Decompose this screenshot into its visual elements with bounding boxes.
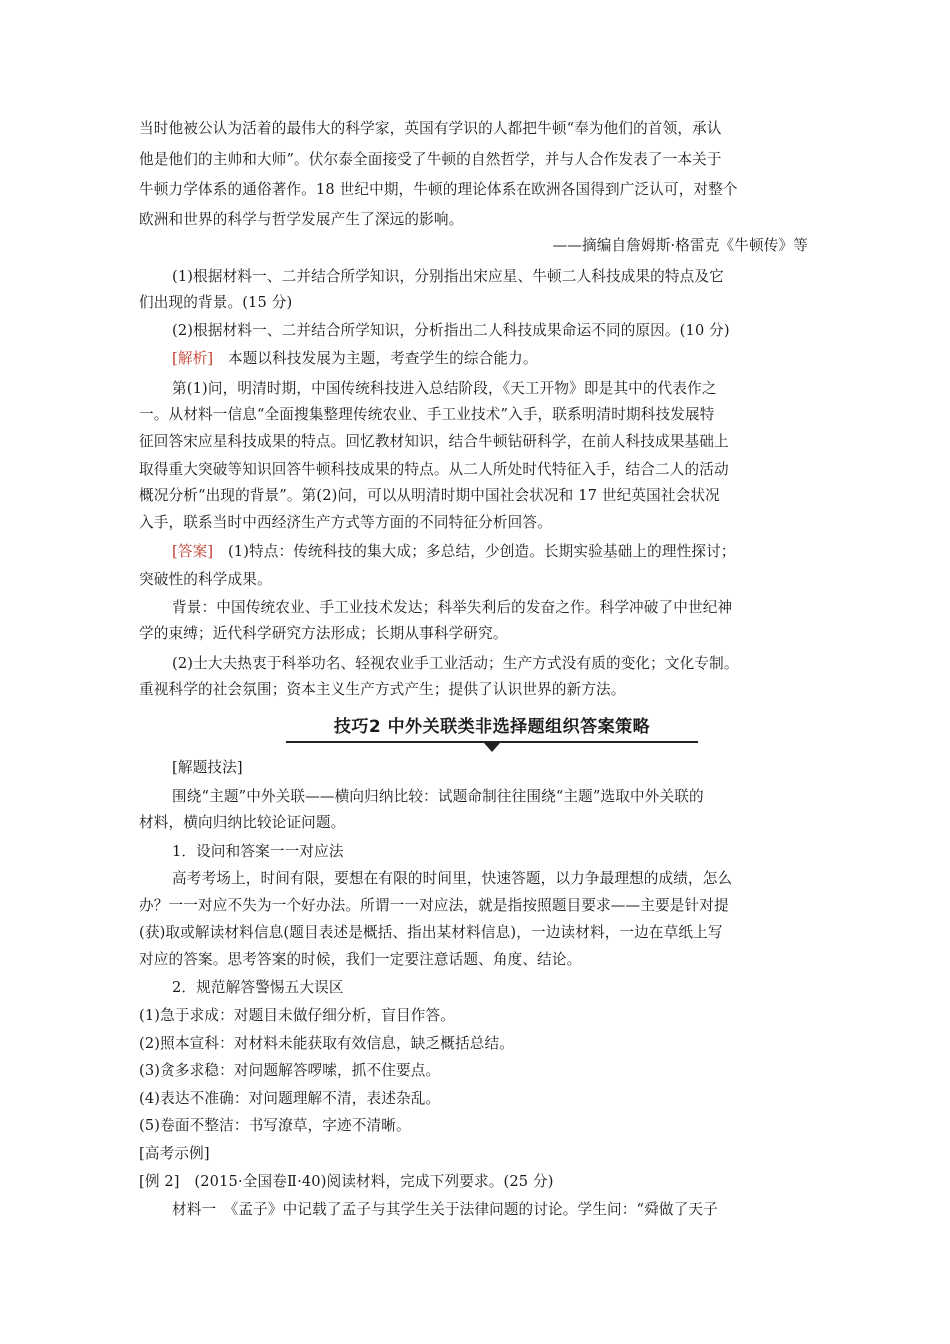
analysis-line: 概况分析“出现的背景”。第(2)问，可以从明清时期中国社会状况和 17 世纪英国社会状况 — [139, 487, 720, 504]
list-item: (1)急于求成：对题目未做仔细分析，盲目作答。 — [139, 1007, 455, 1024]
passage-line: 欧洲和世界的科学与哲学发展产生了深远的影响。 — [139, 211, 464, 228]
numbered-heading: 1．设问和答案一一对应法 — [172, 843, 344, 860]
passage-line: 他是他们的主帅和大师”。伏尔泰全面接受了牛顿的自然哲学，并与人合作发表了一本关于 — [139, 151, 722, 168]
subsection-label: [解题技法] — [172, 759, 243, 776]
answer-tag: [答案] — [172, 543, 214, 560]
analysis-line: 入手，联系当时中西经济生产方式等方面的不同特征分析回答。 — [139, 514, 552, 531]
heading-arrow-icon — [484, 743, 500, 752]
section-heading — [286, 715, 698, 751]
answer-line: 学的束缚；近代科学研究方法形成；长期从事科学研究。 — [139, 625, 508, 642]
body-line: 办？一一对应不失为一个好办法。所谓一一对应法，就是指按照题目要求——主要是针对提 — [139, 897, 729, 914]
answer-line: 背景：中国传统农业、手工业技术发达；科举失利后的发奋之作。科学冲破了中世纪神 — [172, 599, 733, 616]
analysis-line: 第(1)问，明清时期，中国传统科技进入总结阶段，《天工开物》即是其中的代表作之 — [172, 380, 717, 397]
list-item: (2)照本宣科：对材料未能获取有效信息，缺乏概括总结。 — [139, 1035, 514, 1052]
list-item: (3)贪多求稳：对问题解答啰嗦，抓不住要点。 — [139, 1062, 441, 1079]
analysis-line: 取得重大突破等知识回答牛顿科技成果的特点。从二人所处时代特征入手，结合二人的活动 — [139, 461, 729, 478]
answer-line: (2)士大夫热衷于科举功名、轻视农业手工业活动；生产方式没有质的变化；文化专制。 — [172, 655, 739, 672]
question-2-line: (2)根据材料一、二并结合所学知识，分析指出二人科技成果命运不同的原因。(10 分) — [172, 322, 730, 339]
subsection-label: [高考示例] — [139, 1145, 210, 1162]
list-item: (4)表达不准确：对问题理解不清，表述杂乱。 — [139, 1090, 441, 1107]
passage-line: 牛顿力学体系的通俗著作。18 世纪中期，牛顿的理论体系在欧洲各国得到广泛认可，对整个 — [139, 181, 738, 198]
question-1-line: (1)根据材料一、二并结合所学知识，分别指出宋应星、牛顿二人科技成果的特点及它 — [172, 268, 724, 285]
analysis-line — [172, 349, 538, 369]
body-line: 对应的答案。思考答案的时候，我们一定要注意话题、角度、结论。 — [139, 951, 582, 968]
list-item: (5)卷面不整洁：书写潦草，字迹不清晰。 — [139, 1117, 411, 1134]
question-1-line: 们出现的背景。(15 分) — [139, 294, 293, 311]
example-header: [例 2] (2015·全国卷Ⅱ·40)阅读材料，完成下列要求。(25 分) — [139, 1173, 554, 1190]
answer-line: 重视科学的社会氛围；资本主义生产方式产生；提供了认识世界的新方法。 — [139, 681, 626, 698]
source-citation: ——摘编自詹姆斯·格雷克《牛顿传》等 — [552, 237, 808, 254]
answer-line: 突破性的科学成果。 — [139, 571, 272, 588]
material-line: 材料一 《孟子》中记载了孟子与其学生关于法律问题的讨论。学生问：“舜做了天子 — [172, 1201, 718, 1218]
analysis-line: 征回答宋应星科技成果的特点。回忆教材知识，结合牛顿钻研科学，在前人科技成果基础上 — [139, 433, 729, 450]
body-line: 高考考场上，时间有限，要想在有限的时间里，快速答题，以力争最理想的成绩，怎么 — [172, 870, 733, 887]
answer-text: (1)特点：传统科技的集大成；多总结，少创造。长期实验基础上的理性探讨； — [227, 543, 736, 560]
answer-line — [172, 542, 736, 562]
body-line: 围绕“主题”中外关联——横向归纳比较：试题命制往往围绕“主题”选取中外关联的 — [172, 788, 704, 805]
analysis-tag: [解析] — [172, 350, 214, 367]
body-line: 材料，横向归纳比较论证问题。 — [139, 814, 346, 831]
body-line: (获)取或解读材料信息(题目表述是概括、指出某材料信息)，一边读材料，一边在草纸上写 — [139, 924, 723, 941]
analysis-line: 一。从材料一信息“全面搜集整理传统农业、手工业技术”入手，联系明清时期科技发展特 — [139, 406, 715, 423]
numbered-heading: 2．规范解答警惕五大误区 — [172, 979, 344, 996]
section-heading-text: 技巧2 中外关联类非选择题组织答案策略 — [333, 717, 651, 737]
analysis-text: 本题以科技发展为主题，考查学生的综合能力。 — [227, 350, 538, 367]
passage-line: 当时他被公认为活着的最伟大的科学家，英国有学识的人都把牛顿“奉为他们的首领，承认 — [139, 120, 722, 137]
